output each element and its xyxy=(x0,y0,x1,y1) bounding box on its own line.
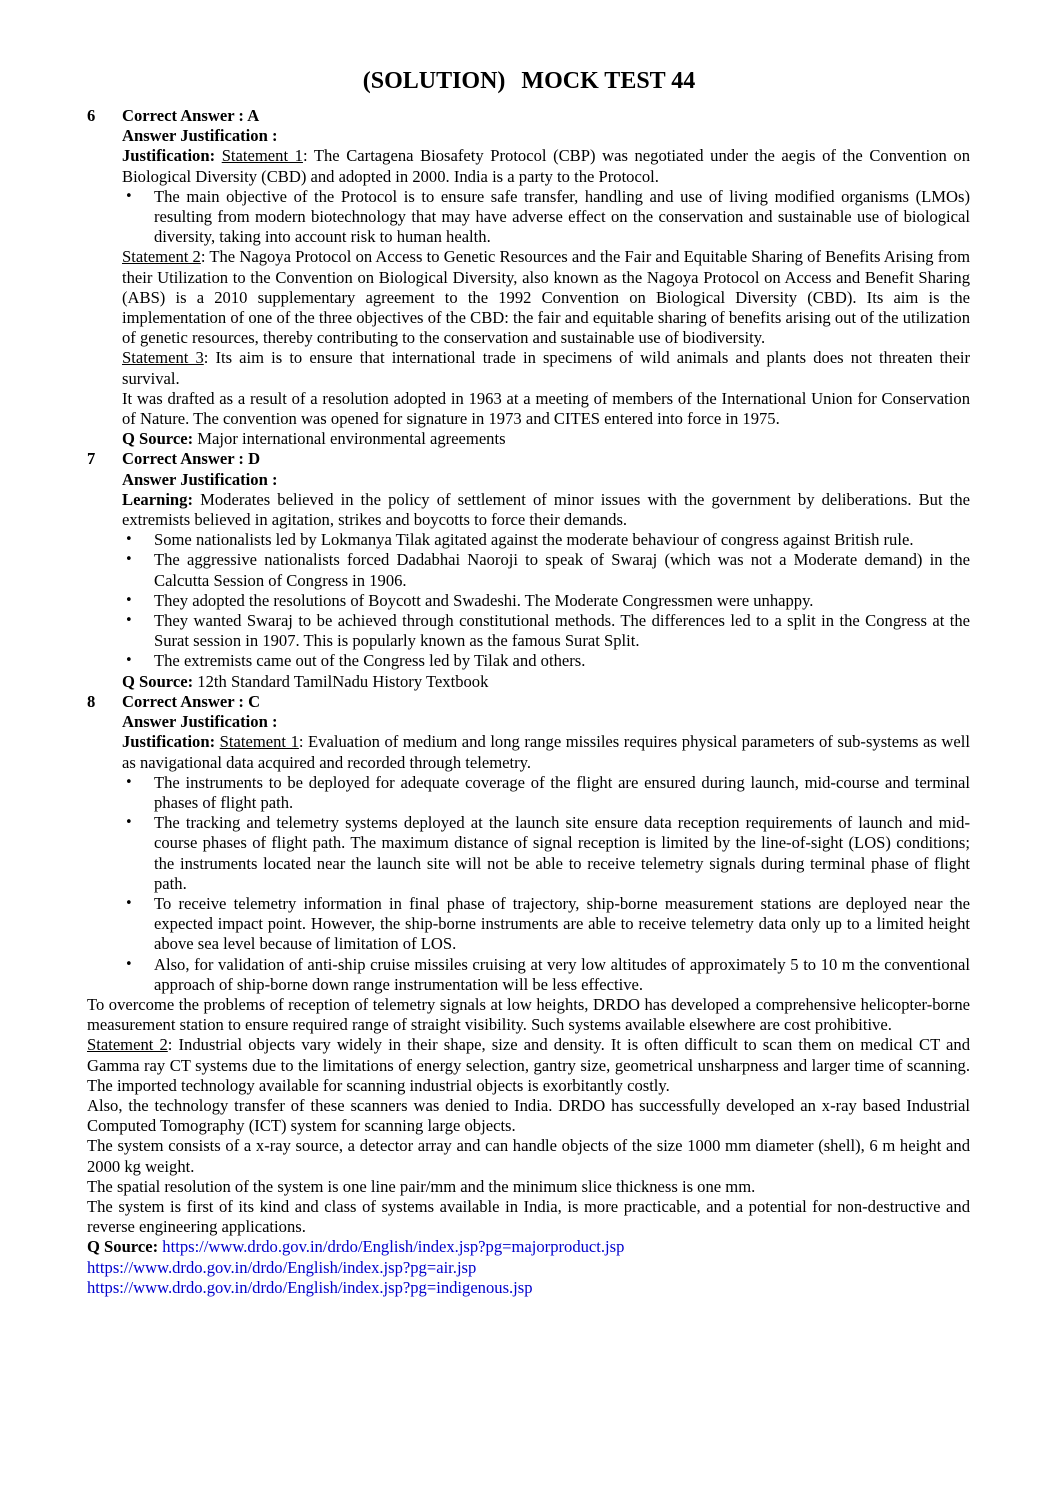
learning-paragraph xyxy=(122,490,970,530)
justification-label: Justification: xyxy=(122,732,216,752)
statement-1-paragraph xyxy=(122,732,970,772)
q-source xyxy=(122,429,970,449)
q-source-text: Major international environmental agreements xyxy=(193,429,506,449)
statement-3-label: Statement 3 xyxy=(122,348,204,368)
question-6 xyxy=(87,106,970,449)
source-link-indigenous[interactable]: https://www.drdo.gov.in/drdo/English/index.jsp?pg=indigenous.jsp xyxy=(87,1277,533,1297)
bullet-list xyxy=(122,187,970,248)
answer-justification-heading: Answer Justification : xyxy=(122,469,278,489)
q-source-label: Q Source: xyxy=(87,1237,159,1257)
first-of-kind-paragraph: The system is first of its kind and class of systems available in India, is more practicable, and a potential for non-destructive and reverse engineering applications. xyxy=(87,1196,970,1237)
statement-1-label: Statement 1 xyxy=(221,146,303,166)
statement-2-text: : Industrial objects vary widely in their shape, size and density. It is often difficult to scan them on medical CT and Gamma ray CT systems due to the limitations of energy selection, gantry size, geometrical unsharpness and larger time of scanning. The imported technology available for scanning industrial objects is exorbitantly costly. xyxy=(87,1035,970,1095)
q-source-line xyxy=(87,1278,970,1298)
list-item: • The aggressive nationalists forced Dadabhai Naoroji to speak of Swaraj (which was not a Moderate demand) in the Calcutta Session of Congress in 1906. xyxy=(122,550,970,590)
solutions-body xyxy=(87,106,970,1298)
title-mock-test: MOCK TEST 44 xyxy=(521,68,696,94)
statement-1-paragraph xyxy=(122,146,970,186)
title-solution: (SOLUTION) xyxy=(362,68,506,94)
statement-3-text: : Its aim is to ensure that international trade in specimens of wild animals and plants does not threaten their survival. xyxy=(122,348,970,388)
answer-justification-heading: Answer Justification : xyxy=(122,712,278,732)
bullet-list xyxy=(122,530,970,671)
statement-2-label: Statement 2 xyxy=(122,247,201,267)
q-source-text: 12th Standard TamilNadu History Textbook xyxy=(193,671,489,691)
list-item: • Some nationalists led by Lokmanya Tilak agitated against the moderate behaviour of congress against British rule. xyxy=(122,530,970,550)
learning-label: Learning: xyxy=(122,489,193,509)
question-number: 8 xyxy=(87,691,96,711)
page-title xyxy=(0,66,1058,96)
correct-answer: Correct Answer : A xyxy=(122,106,260,125)
q-source-line xyxy=(87,1258,970,1278)
list-item: • The extremists came out of the Congress led by Tilak and others. xyxy=(122,651,970,671)
learning-text: Moderates believed in the policy of settlement of minor issues with the government by deliberations. But the extremists believed in agitation, strikes and boycotts to force their demands. xyxy=(122,489,970,530)
resolution-paragraph: The spatial resolution of the system is one line pair/mm and the minimum slice thickness is one mm. xyxy=(87,1176,756,1196)
list-item: • The main objective of the Protocol is to ensure safe transfer, handling and use of living modified organisms (LMOs) resulting from modern biotechnology that may have adverse effect on the conservation and sustainable use of biological diversity, taking into account risk to human health. xyxy=(122,187,970,248)
list-item: • The instruments to be deployed for adequate coverage of the flight are ensured during launch, mid-course and terminal phases of flight path. xyxy=(122,773,970,813)
correct-answer: Correct Answer : D xyxy=(122,449,261,469)
statement-2-text: : The Nagoya Protocol on Access to Genetic Resources and the Fair and Equitable Sharing of Benefits Arising from their Utilization to the Convention on Biological Diversity, also known as the Nagoya Protocol on Access and Benefit Sharing (ABS) is a 2010 supplementary agreement to the 1992 Convention on Biological Diversity (CBD). Its aim is the implementation of one of the three objectives of the CBD: the fair and equitable sharing of benefits arising out of the utilization of genetic resources, thereby contributing to the conservation and sustainable use of biodiversity. xyxy=(122,247,970,348)
q-source-label: Q Source: xyxy=(122,429,194,449)
statement-2-paragraph xyxy=(87,1035,970,1096)
source-link-majorproduct[interactable]: https://www.drdo.gov.in/drdo/English/index.jsp?pg=majorproduct.jsp xyxy=(162,1237,625,1257)
statement-2-label: Statement 2 xyxy=(87,1035,168,1055)
statement-1-text: : Evaluation of medium and long range missiles requires physical parameters of sub-systems as well as navigational data acquired and recorded through telemetry. xyxy=(122,732,970,772)
question-7 xyxy=(87,449,970,691)
statement-1-text: : The Cartagena Biosafety Protocol (CBP) was negotiated under the aegis of the Convention on Biological Diversity (CBD) and adopted in 2000. India is a party to the Protocol. xyxy=(122,146,970,186)
statement-1-label: Statement 1 xyxy=(219,732,299,752)
transfer-paragraph: Also, the technology transfer of these scanners was denied to India. DRDO has successfully developed an x-ray based Industrial Computed Tomography (ICT) system for scanning large objects. xyxy=(87,1095,970,1136)
list-item: • They adopted the resolutions of Boycott and Swadeshi. The Moderate Congressmen were unhappy. xyxy=(122,591,970,611)
statement-3-paragraph xyxy=(122,348,970,388)
list-item: • The tracking and telemetry systems deployed at the launch site ensure data reception requirements of launch and mid-course phases of flight path. The maximum distance of signal reception is limited by the line-of-sight (LOS) conditions; the instruments located near the launch site will not be able to receive telemetry signals during terminal phase of flight path. xyxy=(122,813,970,894)
question-8 xyxy=(87,692,970,995)
cites-paragraph: It was drafted as a result of a resolution adopted in 1963 at a meeting of members of the International Union for Conservation of Nature. The convention was opened for signature in 1973 and CITES entered into force in 1975. xyxy=(122,388,970,429)
list-item: • They wanted Swaraj to be achieved through constitutional methods. The differences led to a split in the Congress at the Surat session in 1907. This is popularly known as the famous Surat Split. xyxy=(122,611,970,651)
question-number: 6 xyxy=(87,106,96,125)
q-source-label: Q Source: xyxy=(122,671,194,691)
bullet-list xyxy=(122,773,970,995)
list-item: • Also, for validation of anti-ship cruise missiles cruising at very low altitudes of approximately 5 to 10 m the conventional approach of ship-borne down range instrumentation will be less effective. xyxy=(122,955,970,995)
list-item: • To receive telemetry information in final phase of trajectory, ship-borne measurement stations are deployed near the expected impact point. However, the ship-borne instruments are able to receive telemetry data only up to a limited height above sea level because of limitation of LOS. xyxy=(122,894,970,955)
question-8-continued xyxy=(87,995,970,1298)
q-source xyxy=(87,1237,970,1257)
question-number: 7 xyxy=(87,449,96,469)
correct-answer: Correct Answer : C xyxy=(122,691,261,711)
answer-justification-heading: Answer Justification : xyxy=(122,126,278,146)
source-link-air[interactable]: https://www.drdo.gov.in/drdo/English/index.jsp?pg=air.jsp xyxy=(87,1257,477,1277)
justification-label: Justification: xyxy=(122,146,216,166)
system-paragraph: The system consists of a x-ray source, a detector array and can handle objects of the size 1000 mm diameter (shell), 6 m height and 2000 kg weight. xyxy=(87,1136,970,1176)
statement-2-paragraph xyxy=(122,247,970,348)
overcome-paragraph: To overcome the problems of reception of telemetry signals at low heights, DRDO has developed a comprehensive helicopter-borne measurement station to ensure required range of straight visibility. Such systems available elsewhere are cost prohibitive. xyxy=(87,994,970,1035)
q-source xyxy=(122,672,970,692)
